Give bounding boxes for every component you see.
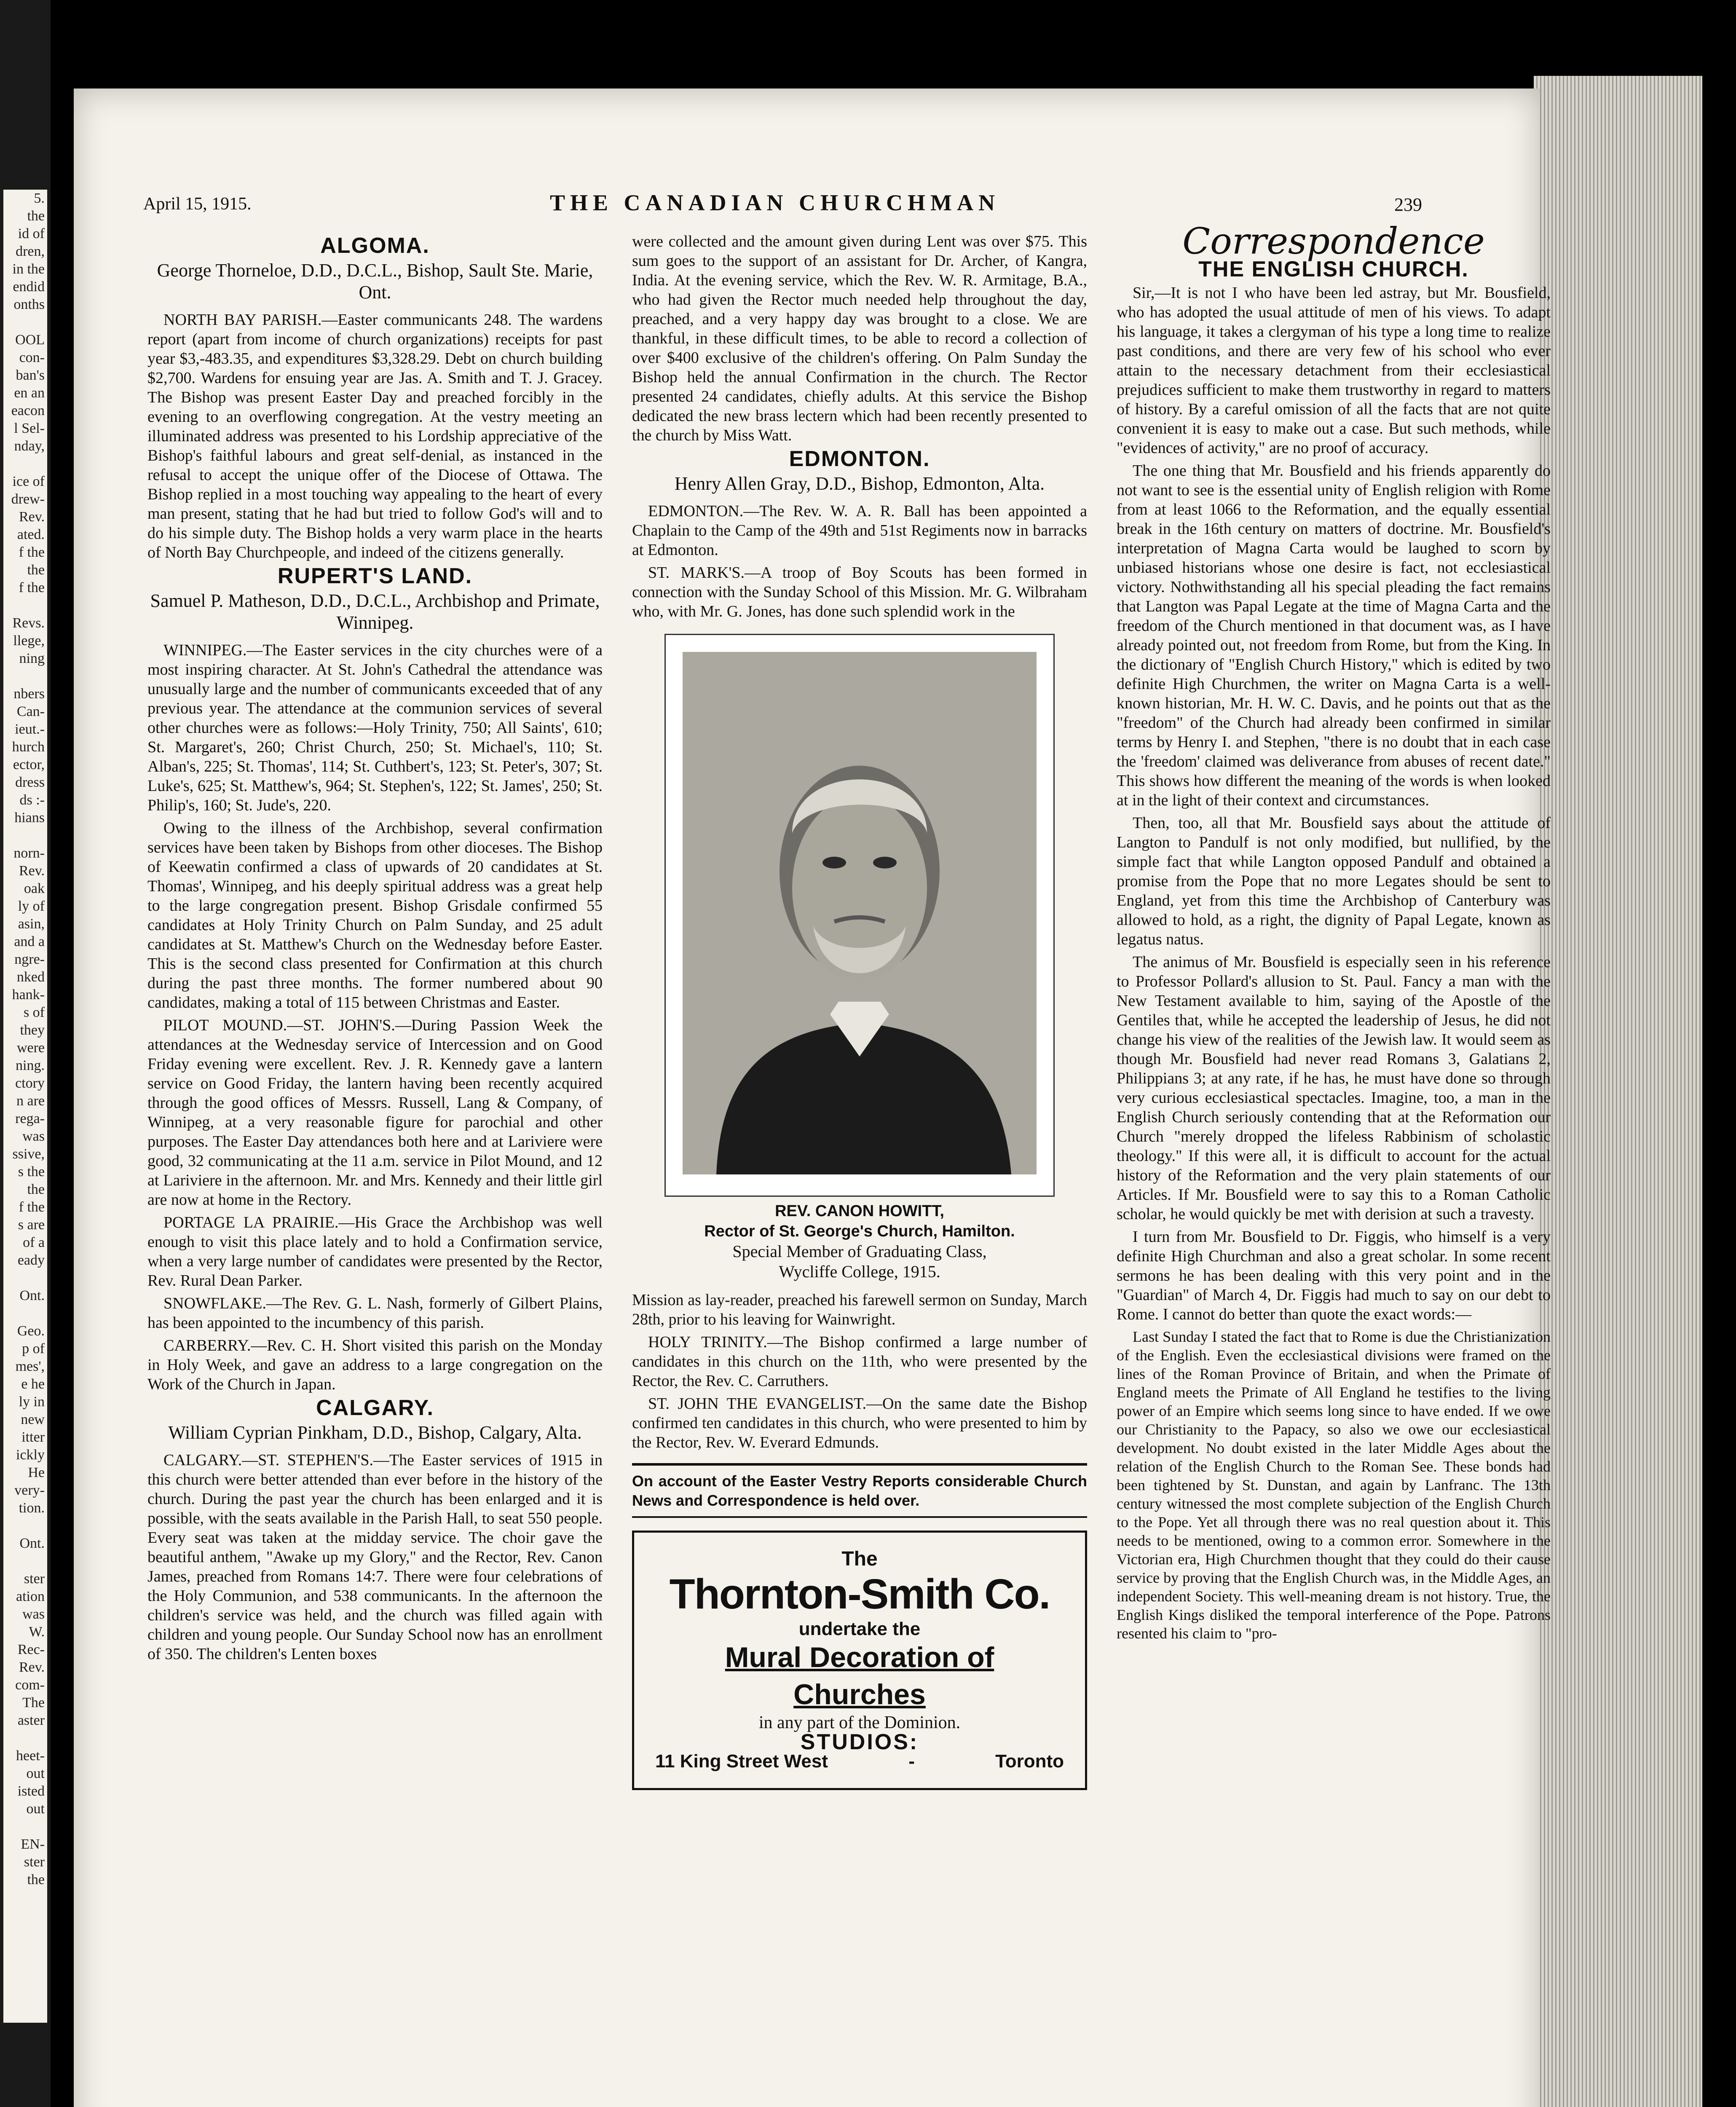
- edge-text-line: dress: [15, 775, 45, 790]
- edge-text-line: hank-: [12, 987, 45, 1003]
- edge-text-line: isted: [17, 1783, 45, 1799]
- edge-text-line: ds :-: [19, 792, 45, 808]
- article-paragraph: PORTAGE LA PRAIRIE.—His Grace the Archbishop was well enough to visit this place lately and to hold a Confirmation service, when a very large number of candidates were presented by the Rector, Rev. Rural Dean Parker.: [147, 1214, 603, 1289]
- edge-text-line: endid: [13, 279, 45, 295]
- edge-text-line: the: [27, 1182, 45, 1197]
- page-stack-edge: [1534, 76, 1702, 2107]
- section-heading-calgary: CALGARY.: [316, 1396, 434, 1420]
- article-paragraph: were collected and the amount given during Lent was over $75. This sum goes to the support of an assistant for Dr. Archer, of Kangra, India. At the evening service, which the Rev. W. R. Armitage, B.A., who had given the Rector much needed help throughout the day, preached, and a very happy day was brought to a close. We are thankful, in these difficult times, to be able to record a collection of over $400 exclusive of the children's offering. On Palm Sunday the Bishop held the annual Confirmation in the church. The Rector presented 24 candidates, chiefly adults. At this service the Bishop dedicated the new brass lectern which had been recently presented to the church by Miss Watt.: [632, 233, 1087, 444]
- edge-text-line: ated.: [17, 527, 45, 542]
- column-2: [632, 232, 1087, 1790]
- edge-text-line: f the: [19, 1199, 45, 1215]
- edge-text-line: eady: [17, 1252, 45, 1268]
- edge-text-line: nbers: [13, 686, 45, 702]
- edge-text-line: con-: [19, 350, 45, 365]
- edge-text-line: Revs.: [12, 615, 45, 631]
- edge-text-line: [3, 1552, 47, 1570]
- edge-text-line: f the: [19, 580, 45, 595]
- edge-text-line: [3, 314, 47, 331]
- edge-text-line: Rev.: [19, 863, 45, 879]
- bishop-line: William Cyprian Pinkham, D.D., Bishop, Calgary, Alta.: [168, 1422, 582, 1443]
- edge-text-line: l Sel-: [14, 421, 45, 436]
- edge-text-line: id of: [18, 226, 45, 241]
- portrait-photo: [664, 634, 1055, 1197]
- edge-text-line: s are: [18, 1217, 45, 1233]
- publication-title: THE CANADIAN CHURCHMAN: [550, 190, 1000, 215]
- letter-paragraph: Sir,—It is not I who have been led astray, but Mr. Bousfield, who has adopted the usual attitude of men of his views. To adapt his language, it takes a clergyman of his type a long time to realize past conditions, and there are very few of his school who ever attain to the necessary detachment from their ecclesiastical prejudices sufficient to make them trustworthy in regard to matters of history. By a careful omission of all the facts that are not quite convenient it is easy to make out a case. But such methods, while "evidences of activity," are no proof of accuracy.: [1117, 284, 1551, 457]
- edge-text-line: He: [28, 1465, 45, 1480]
- edge-text-line: [3, 1818, 47, 1836]
- edge-text-line: Ont.: [19, 1536, 45, 1551]
- section-heading-ruperts-land: RUPERT'S LAND.: [277, 564, 473, 588]
- edge-text-line: eacon: [11, 403, 45, 418]
- edge-text-line: drew-: [11, 491, 45, 507]
- edge-text-line: EN-: [21, 1836, 45, 1852]
- edge-text-line: [3, 1269, 47, 1287]
- edge-text-line: [3, 455, 47, 473]
- edge-text-line: Rev.: [19, 1659, 45, 1675]
- editorial-notice: On account of the Easter Vestry Reports considerable Church News and Correspondence is held over.: [632, 1463, 1087, 1518]
- edge-text-line: ector,: [13, 757, 45, 772]
- edge-text-line: f the: [19, 544, 45, 560]
- ad-line: in any part of the Dominion.: [758, 1713, 961, 1732]
- clergyman-portrait: [683, 652, 1037, 1174]
- edge-text-line: s the: [18, 1164, 45, 1179]
- article-paragraph: CALGARY.—ST. STEPHEN'S.—The Easter services of 1915 in this church were better attended than ever before in the history of the church. During the past year the church has been enlarged and it is possible, with the seats available in the Parish Hall, to seat 550 people. Every seat was taken at the midday service. The choir gave the beautiful anthem, "Awake up my Glory," and the Rector, Rev. Canon James, preached from Romans 14:7. There were four celebrations of the Holy Communion, and 538 communicants. In the afternoon the children's service was held, and the church was filled again with children and young people. Our Sunday School now has an enrollment of 350. The children's Lenten boxes: [147, 1451, 603, 1663]
- ad-company-name: Thornton-Smith Co.: [669, 1571, 1050, 1618]
- article-paragraph: PILOT MOUND.—ST. JOHN'S.—During Passion Week the attendances at the Wednesday service of Intercession and on Good Friday evening were excellent. Rev. J. R. Kennedy gave a lantern service on Good Friday, the lantern having been recently acquired through the good offices of Messrs. Russell, Lang & Company, of Winnipeg, at a very reasonable figure for parochial and other purposes. The Easter Day attendances both here and at Lariviere were good, 32 communicating at the 11 a.m. service in Pilot Mound, and 12 at Lariviere in the afternoon. Mr. and Mrs. Kennedy and their little girl are now at home in the Rectory.: [147, 1016, 603, 1209]
- edge-text-line: en an: [14, 385, 45, 401]
- edge-text-line: out: [26, 1766, 45, 1781]
- caption-title: Rector of St. George's Church, Hamilton.: [704, 1222, 1015, 1240]
- edge-text-line: ly in: [19, 1394, 45, 1410]
- letter-paragraph: The animus of Mr. Bousfield is especially seen in his reference to Professor Pollard's allusion to St. Paul. Fancy a man with the New Testament available to him, saying of the Apostle of the Gentiles that, while he accepted the leadership of Jesus, he did not change his view of the realities of the Jewish law. It would seem as though Mr. Bousfield had never read Romans 3, Galatians 2, Philippians 3; at any rate, if he has, he must have done so through very curious ecclesiastical spectacles. Imagine, too, a man in the English Church seriously contending that at the Reformation our Church "merely dropped the lifeless Rabbinism of scholastic theology." If this were all, it is difficult to account for the actual history of the Reformation and the very plain statements of our Articles. If Mr. Bousfield were to say this to a Roman Catholic scholar, he would quickly be met with derision at such a travesty.: [1117, 953, 1551, 1223]
- section-heading-edmonton: EDMONTON.: [789, 447, 930, 471]
- edge-text-line: ly of: [18, 898, 45, 914]
- edge-text-line: p of: [22, 1341, 45, 1356]
- section-masthead-correspondence: Correspondence: [1182, 220, 1485, 263]
- article-paragraph: Owing to the illness of the Archbishop, several confirmation services have been taken by Bishops from other dioceses. The Bishop of Keewatin confirmed a class of upwards of 20 candidates at St. Thomas', Winnipeg, and his deeply spiritual address was a great help to the large congregation present. Bishop Grisdale confirmed 55 candidates at Holy Trinity Church on Palm Sunday, and 25 adult candidates at St. Matthew's Church on the Wednesday before Easter. This is the second class presented for Confirmation at this church during the past three months. The former numbered about 90 candidates, making a total of 115 between Christmas and Easter.: [147, 819, 603, 1011]
- caption-line: Wycliffe College, 1915.: [779, 1262, 940, 1281]
- edge-text-line: [3, 667, 47, 685]
- edge-text-line: com-: [15, 1677, 45, 1693]
- article-paragraph: CARBERRY.—Rev. C. H. Short visited this parish on the Monday in Holy Week, and gave an address to a large congregation on the Work of the Church in Japan.: [147, 1337, 603, 1393]
- bishop-line: Henry Allen Gray, D.D., Bishop, Edmonton, Alta.: [674, 473, 1045, 494]
- edge-text-line: Ont.: [19, 1288, 45, 1303]
- edge-text-line: the: [27, 1872, 45, 1887]
- edge-text-line: very-: [14, 1482, 45, 1498]
- edge-text-line: asin,: [18, 916, 45, 932]
- edge-text-line: [3, 597, 47, 614]
- ad-line: Mural Decoration of: [725, 1641, 994, 1673]
- ad-line: STUDIOS:: [800, 1730, 919, 1754]
- ad-street: 11 King Street West: [655, 1751, 828, 1772]
- edge-text-line: ster: [24, 1571, 45, 1587]
- edge-text-line: ning.: [16, 1058, 45, 1073]
- edge-text-line: onths: [13, 297, 45, 312]
- edge-text-line: tion.: [19, 1500, 45, 1516]
- edge-text-line: e he: [21, 1376, 45, 1392]
- edge-text-line: they: [20, 1022, 45, 1038]
- edge-text-line: aster: [17, 1713, 45, 1728]
- section-heading-algoma: ALGOMA.: [320, 233, 430, 258]
- edge-text-line: the: [27, 208, 45, 224]
- edge-text-line: OOL: [15, 332, 45, 348]
- edge-text-line: [3, 827, 47, 844]
- edge-text-line: hians: [14, 810, 45, 826]
- edge-text-line: nked: [16, 969, 45, 985]
- edge-text-line: ation: [16, 1589, 45, 1604]
- edge-text-line: ban's: [16, 367, 45, 383]
- column-1: [147, 232, 603, 1667]
- quoted-passage: Last Sunday I stated the fact that to Rome is due the Christianization of the English. Even the ecclesiastical divisions were framed on the lines of the Roman Province of Britain, and when the Primate of England meets the Primate of All England he testifies to the living power of an Empire which seems long since to have ended. If we owe our Christianity to the Papacy, so also we owe our ecclesiastical development. No doubt existed in the later Middle Ages about the relation of the English Church to the Roman See. These bonds had been tightened by St. Dunstan, and again by Lanfranc. The 13th century witnessed the most complete subjection of the English Church to the Pope. Yet all through there was no real question about it. This needs to be mentioned, owing to a common error. Somewhere in the Victorian era, High Churchmen thought that they could do their cause service by proving that the English Church was, in the Middle Ages, an independent Society. This well-meaning dream is not history. True, the English Kings disliked the temporal interference of the Pope. Patrons resented his claim to "pro-: [1117, 1328, 1551, 1642]
- advertisement: [632, 1531, 1087, 1790]
- ad-address: [643, 1752, 1077, 1771]
- adjacent-page-edge: [0, 0, 51, 2107]
- edge-text-line: was: [22, 1129, 45, 1144]
- column-3: [1117, 220, 1551, 1646]
- edge-text-line: in the: [12, 261, 45, 277]
- edge-text-line: W.: [29, 1624, 45, 1640]
- edge-text-line: the: [27, 562, 45, 578]
- letter-paragraph: Then, too, all that Mr. Bousfield says about the attitude of Langton to Pandulf is not only modified, but nullified, by the simple fact that while Langton opposed Pandulf and obtained a promise from the Pope that no more Legates should be sent to England, yet from this time the Archbishop of Canterbury was allowed to hold, as a right, the dignity of Papal Legate, known as legatus natus.: [1117, 814, 1551, 948]
- article-paragraph: Mission as lay-reader, preached his farewell sermon on Sunday, March 28th, prior to his leaving for Wainwright.: [632, 1291, 1087, 1328]
- page-number: 239: [1394, 194, 1422, 215]
- ad-city: Toronto: [995, 1751, 1064, 1772]
- edge-text-line: ster: [24, 1854, 45, 1870]
- edge-text-line: dren,: [16, 244, 45, 259]
- edge-text-line: ieut.-: [15, 721, 45, 737]
- issue-date: April 15, 1915.: [143, 194, 252, 214]
- article-paragraph: ST. JOHN THE EVANGELIST.—On the same date the Bishop confirmed ten candidates in this church, who were presented to him by the Rector, Rev. W. Everard Edmunds.: [632, 1395, 1087, 1451]
- edge-text-line: mes',: [15, 1359, 45, 1374]
- bishop-line: George Thorneloe, D.D., D.C.L., Bishop, Sault Ste. Marie, Ont.: [157, 260, 593, 303]
- adjacent-page-text: [3, 190, 47, 2023]
- edge-text-line: itter: [21, 1429, 45, 1445]
- edge-text-line: [3, 1729, 47, 1747]
- edge-text-line: out: [26, 1801, 45, 1817]
- caption-name: REV. CANON HOWITT,: [775, 1202, 944, 1220]
- edge-text-line: Rev.: [19, 509, 45, 525]
- edge-text-line: llege,: [13, 633, 45, 649]
- edge-text-line: heet-: [16, 1748, 45, 1764]
- edge-text-line: ssive,: [12, 1146, 45, 1162]
- edge-text-line: ngre-: [14, 952, 45, 967]
- edge-text-line: new: [21, 1412, 45, 1427]
- edge-text-line: rega-: [15, 1111, 45, 1126]
- edge-text-line: s of: [23, 1005, 45, 1020]
- edge-text-line: 5.: [34, 190, 45, 206]
- edge-text-line: were: [16, 1040, 45, 1056]
- article-paragraph: EDMONTON.—The Rev. W. A. R. Ball has been appointed a Chaplain to the Camp of the 49th and 51st Regiments now in barracks at Edmonton.: [632, 502, 1087, 559]
- ad-dash: -: [908, 1751, 915, 1772]
- article-paragraph: HOLY TRINITY.—The Bishop confirmed a large number of candidates in this church on the 11th, who were presented by the Rector, the Rev. C. Carruthers.: [632, 1333, 1087, 1390]
- edge-text-line: ning: [19, 651, 45, 666]
- edge-text-line: [3, 1517, 47, 1535]
- edge-text-line: Geo.: [17, 1323, 45, 1339]
- edge-text-line: Can-: [16, 704, 45, 719]
- bishop-line: Samuel P. Matheson, D.D., D.C.L., Archbishop and Primate, Winnipeg.: [150, 590, 600, 633]
- article-paragraph: ST. MARK'S.—A troop of Boy Scouts has been formed in connection with the Sunday School of this Mission. Mr. G. Wilbraham who, with Mr. G. Jones, has done such splendid work in the: [632, 564, 1087, 620]
- article-paragraph: WINNIPEG.—The Easter services in the city churches were of a most inspiring character. At St. John's Cathedral the attendance was unusually large and the number of communicants exceeded that of any previous year. The attendance at the communion services of several other churches were as follows:—Holy Trinity, 750; All Saints', 610; St. Margaret's, 260; Christ Church, 250; St. Michael's, 110; St. Alban's, 225; St. Thomas', 114; St. Cuthbert's, 123; St. Peter's, 307; St. Luke's, 625; St. Matthew's, 964; St. Stephen's, 122; St. James', 250; St. Philip's, 160; St. Jude's, 220.: [147, 641, 603, 814]
- ad-line: undertake the: [798, 1619, 921, 1639]
- portrait-caption: [632, 1201, 1087, 1282]
- edge-text-line: ickly: [16, 1447, 45, 1463]
- ad-line: Churches: [793, 1678, 926, 1710]
- article-paragraph: SNOWFLAKE.—The Rev. G. L. Nash, formerly of Gilbert Plains, has been appointed to the incumbency of this parish.: [147, 1295, 603, 1332]
- edge-text-line: hurch: [12, 739, 45, 755]
- edge-text-line: Rec-: [17, 1642, 45, 1657]
- article-paragraph: NORTH BAY PARISH.—Easter communicants 248. The wardens report (apart from income of church organizations) receipts for past year $3,-483.35, and expenditures $3,328.29. Debt on church building $2,700. Wardens for ensuing year are Jas. A. Smith and T. J. Gracey. The Bishop was present Easter Day and preached forcibly in the evening to an overflowing congregation. At the vestry meeting an illuminated address was presented to his Lordship appreciative of the Bishop's faithful labours and great self-denial, as instanced in the refusal to accept the unique offer of the Diocese of Ottawa. The Bishop replied in a most touching way appealing to the heart of every man present, stating that he had but tried to follow God's will and to do his simple duty. The Bishop holds a very warm place in the hearts of North Bay Churchpeople, and indeed of the citizens generally.: [147, 311, 603, 561]
- edge-text-line: ctory: [15, 1075, 45, 1091]
- edge-text-line: was: [22, 1606, 45, 1622]
- ad-line: The: [841, 1548, 878, 1570]
- edge-text-line: The: [22, 1695, 45, 1710]
- letter-heading: THE ENGLISH CHURCH.: [1198, 257, 1469, 281]
- edge-text-line: n are: [16, 1093, 45, 1109]
- newspaper-page: [74, 88, 1551, 2107]
- edge-text-line: nday,: [14, 438, 45, 454]
- edge-text-line: oak: [24, 881, 45, 896]
- edge-text-line: [3, 1305, 47, 1322]
- letter-paragraph: The one thing that Mr. Bousfield and his friends apparently do not want to see is the essential unity of English religion with Rome from at least 1066 to the Reformation, and the equally essential break in the 16th century on matters of doctrine. Mr. Bousfield's interpretation of Magna Carta would be laughed to scorn by unbiased historians whose one desire is fact, not ecclesiastical victory. Nothwithstanding all his special pleading the fact remains that Langton was Papal Legate at the time of Magna Carta and the freedom of the Church mentioned in that document was, as I have already pointed out, not freedom from Rome, but from the King. In the dictionary of "English Church History," which is edited by two definite High Churchmen, the writer on Magna Carta is a well-known historian, Mr. H. W. C. Davis, and he points out that as the "freedom" of the Church had already been confirmed in similar terms by Henry I. and Stephen, "there is no doubt that in each case the 'freedom' claimed was deliverance from abuses of recent date." This shows how different the meaning of the words is when looked at in the light of their context and circumstances.: [1117, 462, 1551, 809]
- edge-text-line: and a: [14, 934, 45, 949]
- edge-text-line: norn-: [13, 845, 45, 861]
- caption-line: Special Member of Graduating Class,: [732, 1242, 987, 1261]
- letter-paragraph: I turn from Mr. Bousfield to Dr. Figgis, who himself is a very definite High Churchman and also a great scholar. In some recent sermons he has been dealing with this very point and in the "Guardian" of March 4, Dr. Figgis had much to say on our debt to Rome. I cannot do better than quote the exact words:—: [1117, 1228, 1551, 1323]
- edge-text-line: of a: [23, 1235, 45, 1250]
- edge-text-line: ice of: [12, 474, 45, 489]
